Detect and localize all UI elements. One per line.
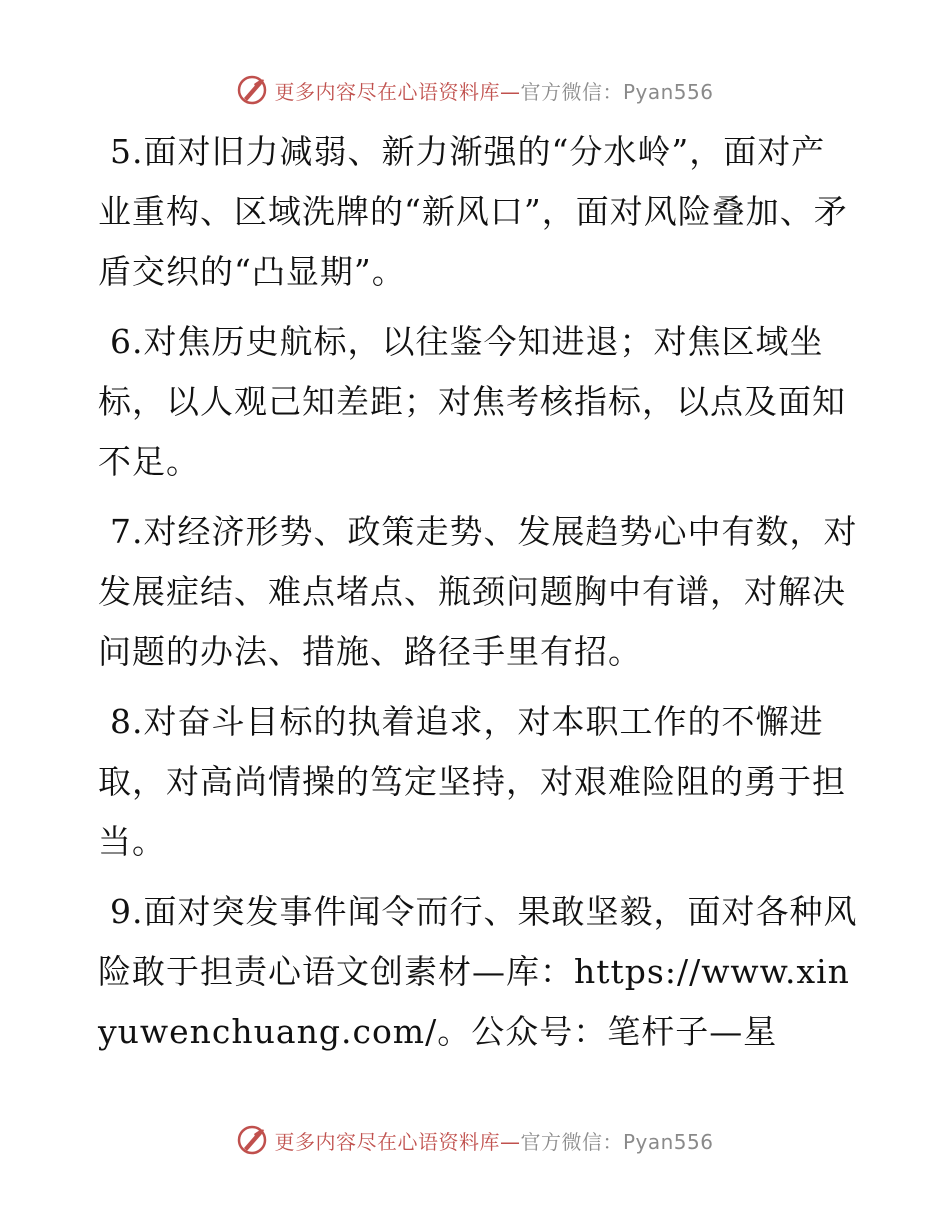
- paragraph-8: [98, 692, 858, 872]
- paragraph-text: 对焦历史航标，以往鉴今知进退；对焦区域坐标，以人观己知差距；对焦考核指标，以点及面知不足。: [98, 322, 846, 481]
- paragraph-5: [98, 122, 858, 302]
- paragraph-text: 面对突发事件闻令而行、果敢坚毅，面对各种风险敢于担责心语文创素材—库：https://www.xinyuwenchuang.com/。公众号：笔杆子—星: [98, 892, 858, 1051]
- document-body: [98, 122, 858, 1072]
- paragraph-text: 对经济形势、政策走势、发展趋势心中有数，对发展症结、难点堵点、瓶颈问题胸中有谱，对解决问题的办法、措施、路径手里有招。: [98, 512, 858, 671]
- paragraph-7: [98, 502, 858, 682]
- banner-wechat: 官方微信：Pyan556: [520, 1129, 714, 1154]
- banner-wechat: 官方微信：Pyan556: [520, 79, 714, 104]
- banner-text: 更多内容尽在心语资料库—官方微信：Pyan556: [274, 79, 714, 104]
- paragraph-number: 8.: [110, 702, 144, 741]
- quill-pen-logo-icon: [236, 1124, 268, 1156]
- paragraph-number: 9.: [110, 892, 144, 931]
- paragraph-number: 5.: [110, 132, 144, 171]
- paragraph-text: 面对旧力减弱、新力渐强的“分水岭”，面对产业重构、区域洗牌的“新风口”，面对风险叠加、矛盾交织的“凸显期”。: [98, 132, 848, 291]
- quill-pen-logo-icon: [236, 74, 268, 106]
- paragraph-number: 6.: [110, 322, 144, 361]
- banner-text: 更多内容尽在心语资料库—官方微信：Pyan556: [274, 1129, 714, 1154]
- footer-banner: [0, 1120, 950, 1160]
- paragraph-6: [98, 312, 858, 492]
- header-banner: [0, 70, 950, 110]
- paragraph-text: 对奋斗目标的执着追求，对本职工作的不懈进取，对高尚情操的笃定坚持，对艰难险阻的勇于担当。: [98, 702, 846, 861]
- paragraph-number: 7.: [110, 512, 144, 551]
- paragraph-9: [98, 882, 858, 1062]
